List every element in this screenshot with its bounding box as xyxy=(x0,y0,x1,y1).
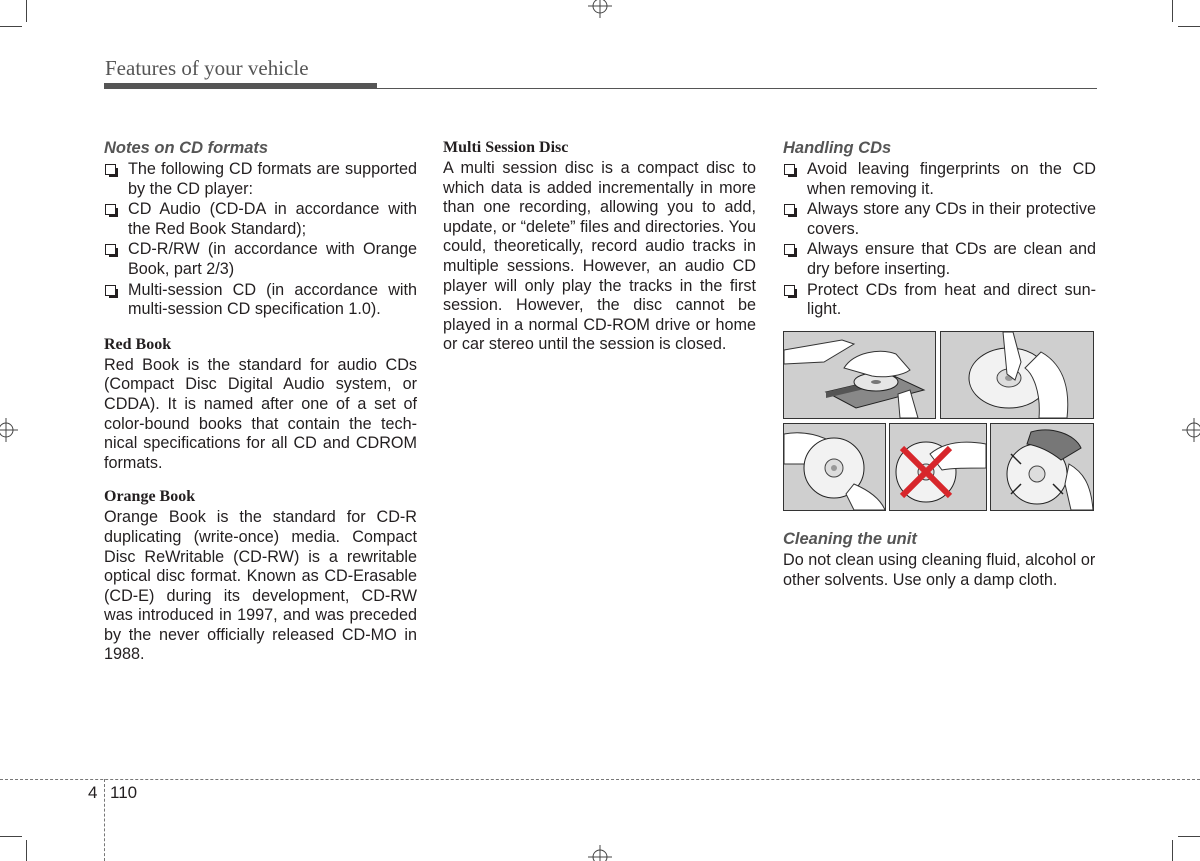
hold-by-edges-panel xyxy=(783,423,886,511)
checkbox-bullet-icon xyxy=(784,285,795,296)
multi-session-heading: Multi Session Disc xyxy=(443,139,569,156)
list-item: Multi-session CD (in accordance with multi-session CD specification 1.0). xyxy=(104,281,417,320)
list-item: Avoid leaving fingerprints on the CD when removing it. xyxy=(783,160,1096,199)
crop-mark xyxy=(26,0,27,22)
running-title: Features of your vehicle xyxy=(105,56,309,80)
cd-disc-icon xyxy=(784,424,885,510)
list-item: Protect CDs from heat and direct sunlight. xyxy=(783,281,1096,320)
orange-book-paragraph: Orange Book is the standard for CD-R duplicating (write-once) media. Compact Disc ReWritable (CD-RW) is a rewritable optical disc format. Known as CD-Erasable (CD-E) during its development, CD-RW was introduced in 1997, and was preceded by the never officially released CD-MO in 1988. xyxy=(104,508,417,664)
checkbox-bullet-icon xyxy=(784,244,795,255)
crop-mark xyxy=(1178,836,1200,837)
checkbox-bullet-icon xyxy=(105,164,116,175)
do-not-touch-panel xyxy=(889,423,987,511)
column-2 xyxy=(443,138,756,355)
cleaning-heading: Cleaning the unit xyxy=(783,530,917,548)
crop-mark xyxy=(26,840,27,861)
checkbox-bullet-icon xyxy=(105,285,116,296)
page-number: 110 xyxy=(110,783,138,802)
list-item: CD Audio (CD-DA in accordance with the Red Book Standard); xyxy=(104,200,417,239)
crop-mark xyxy=(1172,0,1173,22)
list-item: Always store any CDs in their protective covers. xyxy=(783,200,1096,239)
orange-book-heading: Orange Book xyxy=(104,488,196,506)
cd-handling-illustration xyxy=(783,331,1093,511)
registration-mark-right xyxy=(1182,418,1200,442)
list-item: The following CD formats are supported by the CD player: xyxy=(104,160,417,199)
crop-mark xyxy=(1178,26,1200,27)
cleaning-section xyxy=(783,529,1096,590)
column-1 xyxy=(104,138,417,665)
red-book-paragraph: Red Book is the standard for audio CDs (Compact Disc Digital Audio system, or CDDA). It is named after one of a set of color-bound books that contain the technical specifications for all CD and CDROM formats. xyxy=(104,355,417,472)
list-item: CD-R/RW (in accordance with Orange Book, part 2/3) xyxy=(104,240,417,279)
insert-cd-panel xyxy=(783,331,936,419)
wipe-cd-icon xyxy=(991,424,1093,510)
cleaning-paragraph: Do not clean using cleaning fluid, alcohol or other solvents. Use only a damp cloth. xyxy=(783,551,1096,589)
registration-mark-bottom xyxy=(588,845,612,861)
column-3 xyxy=(783,138,1096,321)
cd-disc-icon xyxy=(941,332,1093,418)
checkbox-bullet-icon xyxy=(784,204,795,215)
crop-mark xyxy=(0,836,22,837)
handling-heading: Handling CDs xyxy=(783,139,892,157)
header-rule-thick xyxy=(104,83,377,89)
list-item: Always ensure that CDs are clean and dry before inserting. xyxy=(783,240,1096,279)
wipe-cd-panel xyxy=(990,423,1094,511)
checkbox-bullet-icon xyxy=(105,244,116,255)
notes-heading: Notes on CD formats xyxy=(104,139,269,157)
hand-holding-cd-icon xyxy=(784,332,935,418)
header-rule-thin xyxy=(377,88,1097,89)
handling-bullet-list xyxy=(783,160,1096,320)
registration-mark-left xyxy=(0,418,18,442)
chapter-number: 4 xyxy=(88,783,98,802)
crop-mark xyxy=(0,26,22,27)
prohibited-touch-icon xyxy=(890,424,986,510)
checkbox-bullet-icon xyxy=(784,164,795,175)
notes-bullet-list xyxy=(104,160,417,320)
footer-dashed-divider xyxy=(104,779,105,861)
crop-mark xyxy=(1172,840,1173,861)
checkbox-bullet-icon xyxy=(105,204,116,215)
hold-cd-panel xyxy=(940,331,1094,419)
registration-mark-top xyxy=(588,0,612,18)
red-book-heading: Red Book xyxy=(104,335,172,353)
footer-dashed-rule xyxy=(0,779,1200,780)
multi-session-paragraph: A multi session disc is a compact disc to which data is added incrementally in more than one recording, allowing you to add, update, or “delete” files and directories. You could, theoretically, record audio tracks in multiple sessions. However, an audio CD player will only play the tracks in the first session. However, the disc cannot be played in a normal CD-ROM drive or home or car stereo until the session is closed. xyxy=(443,159,756,354)
